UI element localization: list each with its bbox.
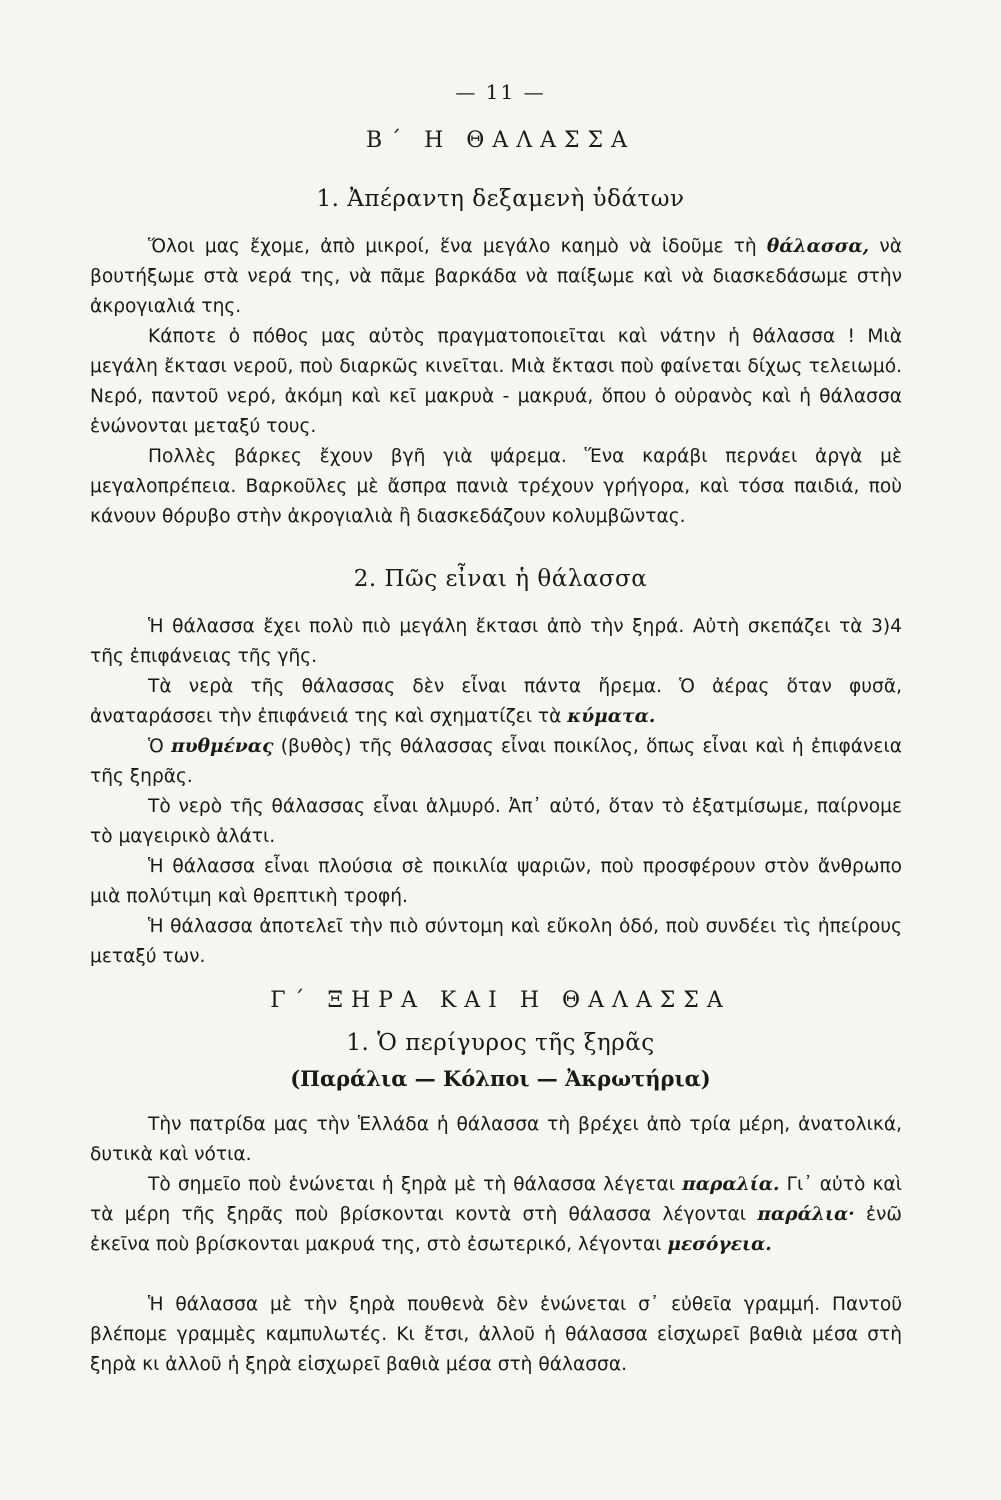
paragraph-b2-1: Ἡ θάλασσα ἔχει πολὺ πιὸ μεγάλη ἔκτασι ἀπὸ τὴν ξηρά. Αὐτὴ σκεπάζει τὰ 3)4 τῆς ἐπιφάνειας τῆς γῆς. [90,616,902,667]
paragraph-b2-2 [90,672,902,732]
paragraph-text: ἐνῶ ἐκεῖνα ποὺ βρίσκονται μακρυά της, στὸ ἐσωτερικό, λέγονται [90,1204,903,1255]
section-c1-subtitle: (Παράλια — Κόλποι — Ἀκρωτήρια) [290,1066,711,1091]
paragraph-text: Ὁ [148,736,172,757]
paragraph-c1-1: Τὴν πατρίδα μας τὴν Ἑλλάδα ἡ θάλασσα τὴ βρέχει ἀπὸ τρία μέρη, ἀνατολικά, δυτικὰ καὶ νότια. [90,1114,902,1165]
paragraph-text: νὰ βουτήξωμε στὰ νερά της, νὰ πᾶμε βαρκάδα νὰ παίξωμε καὶ νὰ διασκεδάσωμε στὴν ἀκρογιαλιά της. [90,236,902,317]
paragraph-b1-2: Κάποτε ὁ πόθος μας αὐτὸς πραγματοποιεῖται καὶ νάτην ἡ θάλασσα ! Μιὰ μεγάλη ἔκτασι νεροῦ, ποὺ διαρκῶς κινεῖται. Μιὰ ἔκτασι ποὺ φαίνεται δίχως τελειωμό. Νερό, παντοῦ νερό, ἀκόμη καὶ κεῖ μακρυὰ - μακρυά, ὅπου ὁ οὐρανὸς καὶ ἡ θάλασσα ἑνώνονται μεταξύ τους. [90,326,902,437]
keyword-mesogeia: μεσόγεια. [667,1234,772,1255]
chapter-c-title: Γ΄ ΞΗΡΑ ΚΑΙ Η ΘΑΛΑΣΣΑ [270,988,731,1013]
section-b1-heading: 1. Ἀπέραντη δεξαμενὴ ὑδάτων [316,186,685,212]
section-c1-heading: 1. Ὁ περίγυρος τῆς ξηρᾶς [346,1030,655,1056]
paragraph-b2-5: Ἡ θάλασσα εἶναι πλούσια σὲ ποικιλία ψαριῶν, ποὺ προσφέρουν στὸν ἄνθρωπο μιὰ πολύτιμη καὶ θρεπτικὴ τροφή. [90,856,902,907]
paragraph-text: Τὰ νερὰ τῆς θάλασσας δὲν εἶναι πάντα ἤρεμα. Ὁ ἀέρας ὅταν φυσᾶ, ἀναταράσσει τὴν ἐπιφάνειά της καὶ σχηματίζει τὰ [90,676,902,727]
paragraph-b1-1 [90,232,902,322]
paragraph-text: Γι᾽ αὐτὸ καὶ τὰ μέρη τῆς ξηρᾶς ποὺ βρίσκονται κοντὰ στὴ θάλασσα λέγονται [90,1174,902,1225]
keyword-kymata: κύματα. [567,706,656,727]
paragraph-b1-3: Πολλὲς βάρκες ἔχουν βγῆ γιὰ ψάρεμα. Ἕνα καράβι περνάει ἀργὰ μὲ μεγαλοπρέπεια. Βαρκοῦλες μὲ ἄσπρα πανιὰ τρέχουν γρήγορα, καὶ τόσα παιδιά, ποὺ κάνουν θόρυβο στὴν ἀκρογιαλιὰ ἢ διασκεδάζουν κολυμβῶντας. [90,446,902,527]
paragraph-text: Τὸ σημεῖο ποὺ ἑνώνεται ἡ ξηρὰ μὲ τὴ θάλασσα λέγεται [148,1174,683,1195]
page-number: — 11 — [455,80,546,104]
paragraph-text: (βυθὸς) τῆς θάλασσας εἶναι ποικίλος, ὅπως εἶναι καὶ ἡ ἐπιφάνεια τῆς ξηρᾶς. [90,736,902,787]
paragraph-b2-4: Τὸ νερὸ τῆς θάλασσας εἶναι ἁλμυρό. Ἀπ᾽ αὐτό, ὅταν τὸ ἐξατμίσωμε, παίρνομε τὸ μαγειρικὸ ἁλάτι. [90,796,902,847]
paragraph-b2-6: Ἡ θάλασσα ἀποτελεῖ τὴν πιὸ σύντομη καὶ εὔκολη ὁδό, ποὺ συνδέει τὶς ἠπείρους μεταξύ των. [90,916,902,967]
keyword-pythmenas: πυθμένας [171,736,274,757]
paragraph-c1-2 [90,1170,902,1260]
keyword-paralia-plural: παράλια· [757,1204,855,1225]
chapter-b-title: Β΄ Η ΘΑΛΑΣΣΑ [365,128,636,153]
keyword-thalassa: θάλασσα, [766,236,870,257]
paragraph-text: Ὅλοι μας ἔχομε, ἀπὸ μικροί, ἕνα μεγάλο καημὸ νὰ ἰδοῦμε τὴ [148,236,767,257]
paragraph-b2-3 [90,732,902,792]
keyword-paralia: παραλία. [682,1174,780,1195]
paragraph-c1-3: Ἡ θάλασσα μὲ τὴν ξηρὰ πουθενὰ δὲν ἑνώνεται σ᾽ εὐθεῖα γραμμή. Παντοῦ βλέπομε γραμμὲς καμπυλωτές. Κι ἔτσι, ἀλλοῦ ἡ θάλασσα εἰσχωρεῖ βαθιὰ μέσα στὴ ξηρὰ κι ἀλλοῦ ἡ ξηρὰ εἰσχωρεῖ βαθιὰ μέσα στὴ θάλασσα. [90,1294,902,1375]
section-b2-heading: 2. Πῶς εἶναι ἡ θάλασσα [353,566,648,592]
